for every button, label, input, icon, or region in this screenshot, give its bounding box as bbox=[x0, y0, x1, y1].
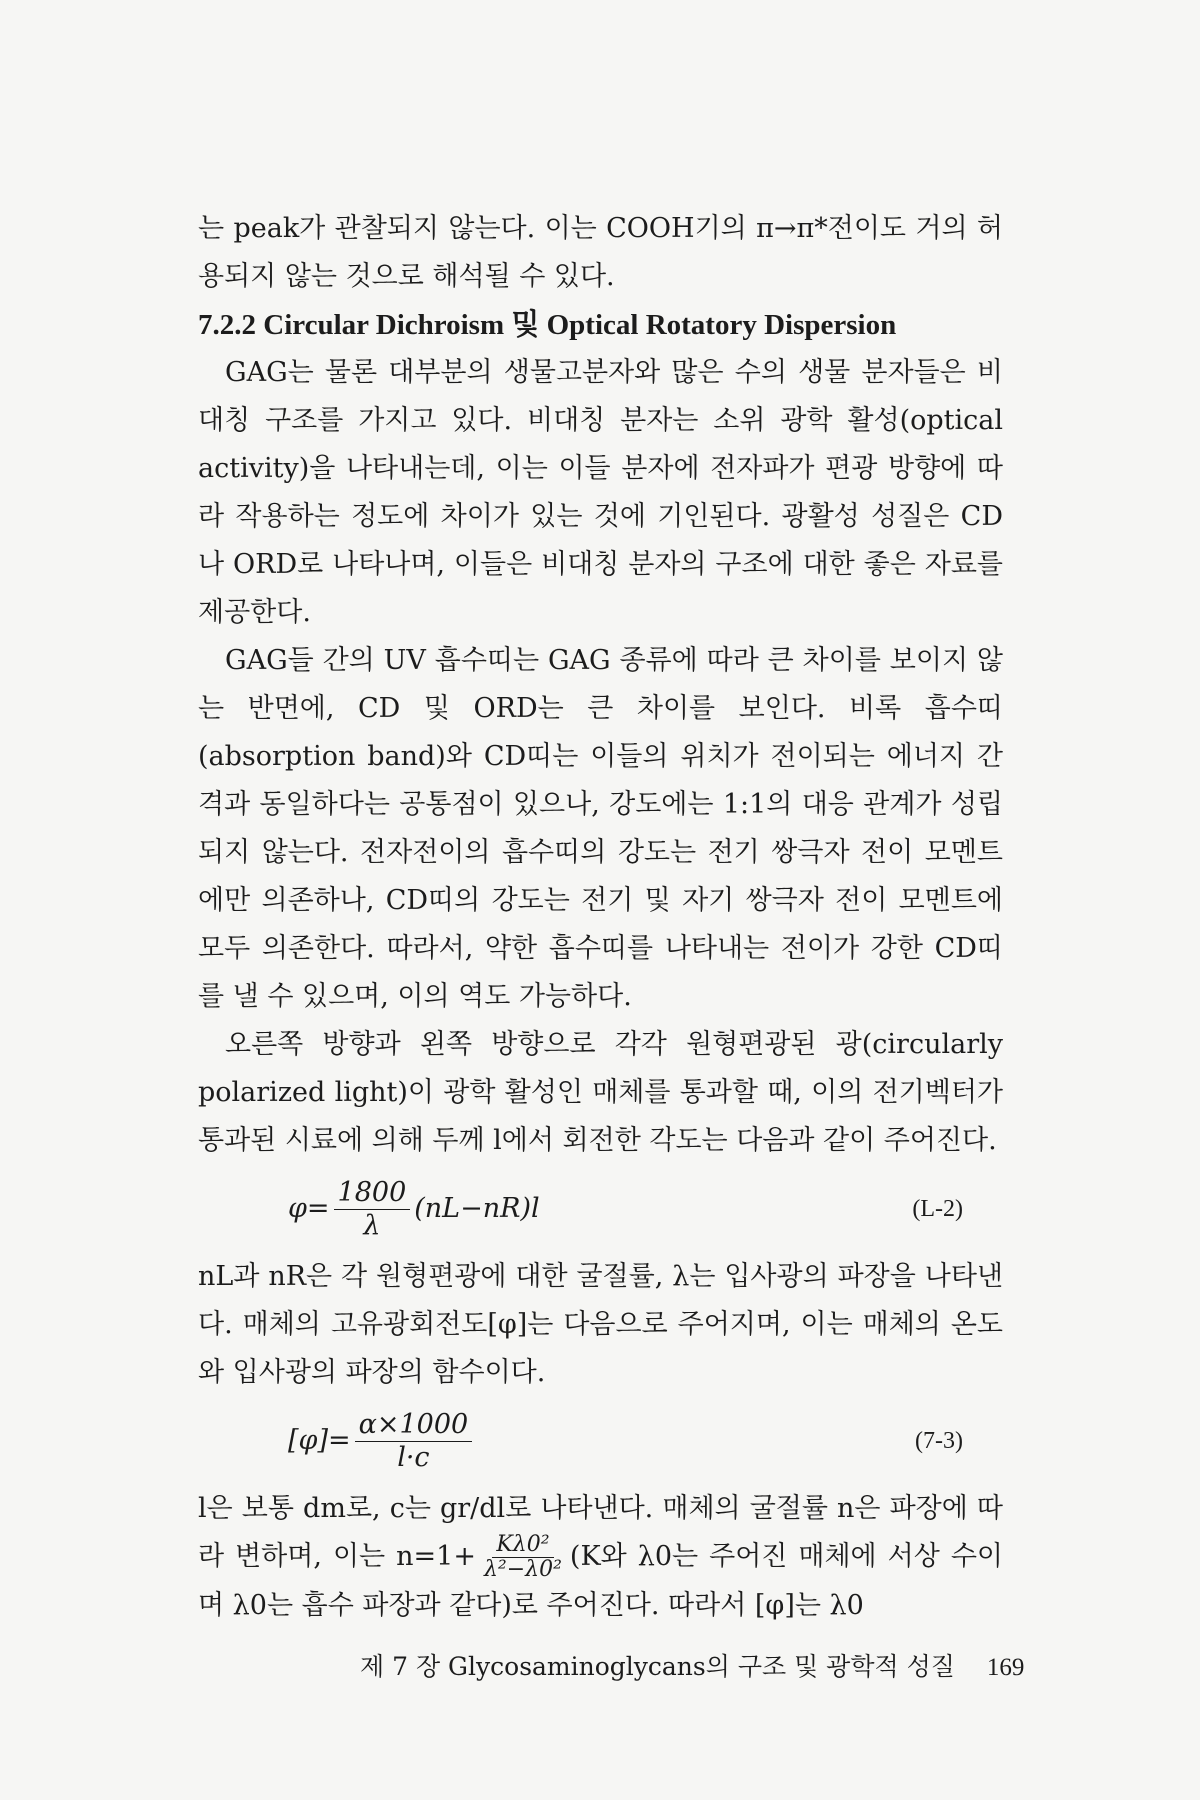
body-text bbox=[198, 205, 1003, 1630]
section-heading: 7.2.2 Circular Dichroism 및 Optical Rotatory Dispersion bbox=[198, 309, 897, 341]
equation-2-fraction bbox=[355, 1409, 473, 1474]
equation-1-lhs: φ= bbox=[288, 1193, 330, 1224]
equation-2-denominator: l·c bbox=[397, 1441, 430, 1473]
running-footer: 제 7 장 Glycosaminoglycans의 구조 및 광학적 성질 bbox=[360, 1652, 955, 1681]
inline-fraction bbox=[480, 1533, 566, 1582]
paragraph-2: GAG는 물론 대부분의 생물고분자와 많은 수의 생물 분자들은 비대칭 구조를 가지고 있다. 비대칭 분자는 소위 광학 활성(optical activity)을 나타내는데, 이는 이들 분자에 전자파가 편광 방향에 따라 작용하는 정도에 차이가 있는 것에 기인된다. 광활성 성질은 CD나 ORD로 나타나며, 이들은 비대칭 분자의 구조에 대한 좋은 자료를 제공한다. bbox=[198, 357, 1003, 628]
paragraph-6-part-a: l은 보통 dm로, c는 gr/dl로 나타낸다. 매체의 굴절률 n은 파장에 따라 변하며, 이는 n=1+ bbox=[198, 1493, 1003, 1572]
paragraph-3: GAG들 간의 UV 흡수띠는 GAG 종류에 따라 큰 차이를 보이지 않는 반면에, CD 및 ORD는 큰 차이를 보인다. 비록 흡수띠(absorption band)와 CD띠는 이들의 위치가 전이되는 에너지 간격과 동일하다는 공통점이 있으나, 강도에는 1:1의 대응 관계가 성립되지 않는다. 전자전이의 흡수띠의 강도는 전기 쌍극자 전이 모멘트에만 의존하나, CD띠의 강도는 전기 및 자기 쌍극자 전이 모멘트에 모두 의존한다. 따라서, 약한 흡수띠를 나타내는 전이가 강한 CD띠를 낼 수 있으며, 이의 역도 가능하다. bbox=[198, 645, 1003, 1012]
equation-1-denominator: λ bbox=[363, 1209, 381, 1241]
equation-1-rhs: (nL−nR)l bbox=[414, 1193, 540, 1224]
equation-2 bbox=[198, 1401, 1003, 1481]
equation-1-number: (L-2) bbox=[912, 1196, 963, 1222]
paragraph-6-part-b: (K와 λ0는 주어진 매체에 서상 수이며 λ0는 흡수 파장과 같다)로 주어진다. 따라서 [φ]는 λ0 bbox=[198, 1541, 1003, 1621]
paragraph-6 bbox=[198, 1485, 1003, 1630]
page-footer bbox=[360, 1647, 1025, 1688]
paragraph-1: 는 peak가 관찰되지 않는다. 이는 COOH기의 π→π*전이도 거의 허용되지 않는 것으로 해석될 수 있다. bbox=[198, 213, 1003, 292]
equation-2-number: (7-3) bbox=[915, 1428, 963, 1454]
equation-1-fraction bbox=[334, 1177, 411, 1242]
inline-fraction-denominator: λ²−λ0² bbox=[483, 1557, 562, 1582]
paragraph-5: nL과 nR은 각 원형편광에 대한 굴절률, λ는 입사광의 파장을 나타낸다. 매체의 고유광회전도[φ]는 다음으로 주어지며, 이는 매체의 온도와 입사광의 파장의 함수이다. bbox=[198, 1261, 1003, 1388]
paragraph-4: 오른쪽 방향과 왼쪽 방향으로 각각 원형편광된 광(circularly polarized light)이 광학 활성인 매체를 통과할 때, 이의 전기벡터가 통과된 시료에 의해 두께 l에서 회전한 각도는 다음과 같이 주어진다. bbox=[198, 1029, 1003, 1156]
page-number: 169 bbox=[986, 1654, 1025, 1681]
inline-fraction-numerator: Kλ0² bbox=[492, 1533, 553, 1558]
equation-1 bbox=[198, 1169, 1003, 1249]
equation-1-numerator: 1800 bbox=[334, 1177, 411, 1210]
equation-2-numerator: α×1000 bbox=[355, 1409, 473, 1442]
equation-2-lhs: [φ]= bbox=[288, 1425, 351, 1456]
